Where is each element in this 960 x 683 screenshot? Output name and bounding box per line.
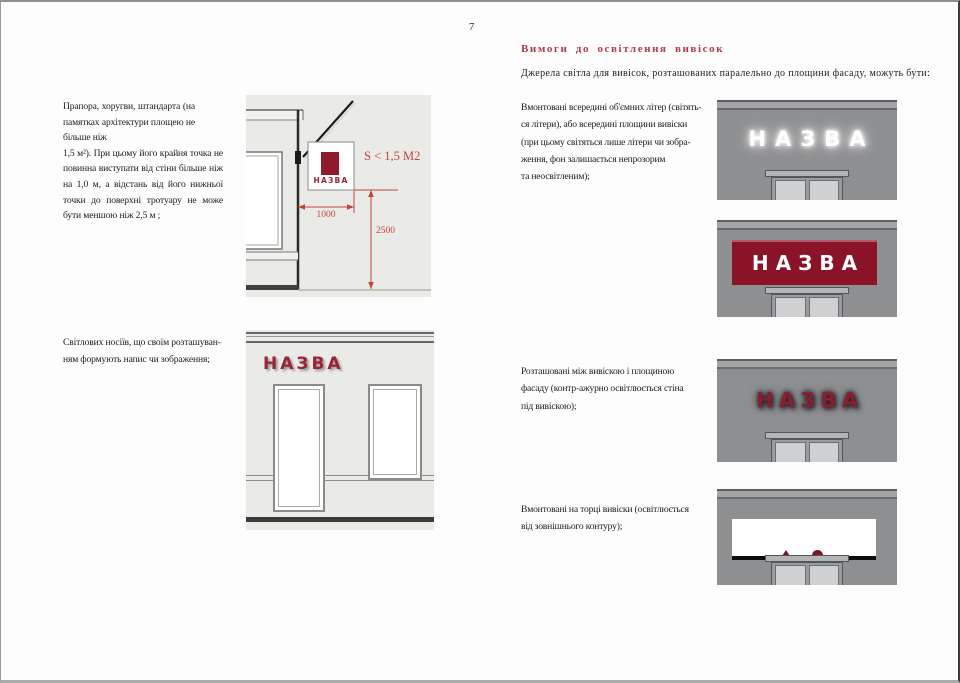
text-line: ся літери), або всередині площини вивіски <box>521 119 688 131</box>
left-text-flag-signs <box>63 99 223 224</box>
intro-sentence: Джерела світла для вивісок, розташованих паралельно до площини фасаду, можуть бути: <box>521 68 931 79</box>
sign-name-label: НАЗВА <box>313 176 349 185</box>
text-line: Вмонтовані на торці вивіски (освітлюється <box>521 504 689 515</box>
edge-lit-sign-panel <box>732 519 876 560</box>
door-panel <box>775 297 806 317</box>
text-line: (при цьому світяться лише літери чи зобра- <box>521 136 691 148</box>
text-line: Вмонтовані всередині об'ємних літер (світять- <box>521 102 702 113</box>
base-strip <box>246 517 434 522</box>
door-panel <box>809 297 840 317</box>
illustration-sign-board <box>717 220 897 317</box>
cornice-line <box>246 336 434 337</box>
text-line: Світлових носіїв, що своїм розташуван- <box>63 337 221 348</box>
door-leaf <box>771 439 843 462</box>
text-line: ням формують напис чи зображення; <box>63 354 210 365</box>
width-dimension-label: 1000 <box>316 210 336 220</box>
door-leaf <box>771 177 843 200</box>
door-lintel <box>765 170 849 177</box>
door-panel <box>775 442 806 462</box>
text-line: від зовнішнього контуру); <box>521 521 623 533</box>
cornice <box>717 359 897 369</box>
cornice <box>717 100 897 110</box>
paragraph: Прапора, хоругви, штандарта (на памятках архітектури площею не більше ніж <box>63 101 195 144</box>
item-text-backlit <box>521 363 683 415</box>
door <box>765 287 849 317</box>
door-lintel <box>765 432 849 439</box>
door <box>765 432 849 462</box>
page-number: 7 <box>469 22 475 33</box>
door-panel <box>278 389 320 507</box>
door-panel <box>775 180 806 200</box>
cornice <box>717 489 897 499</box>
door <box>273 384 325 512</box>
sign-name-label: НАЗВА <box>748 127 875 151</box>
door-panel <box>809 565 840 585</box>
window <box>368 384 422 480</box>
door-panel <box>775 565 806 585</box>
illustration-lit-letters <box>717 100 897 200</box>
left-text-light-carriers <box>63 334 221 368</box>
item-text-volumetric-letters <box>521 99 701 185</box>
door-lintel <box>765 555 849 562</box>
text-line: під вивіскою); <box>521 400 577 412</box>
text-line: ження, фон залишається непрозорим <box>521 153 666 165</box>
text-line: та неосвітленим); <box>521 171 590 183</box>
illustration-edge-lit-sign <box>717 489 897 585</box>
text-line: Розташовані між вивіскою і площиною <box>521 366 675 377</box>
door-leaf <box>771 294 843 317</box>
paragraph: 1,5 м²). При цьому його крайня точка не повинна виступати від стіни більше ніж на 1,0 м, а відстань від його нижньої точки до поверхні тротуару не може бути меншою ніж 2,5 м ; <box>63 147 223 222</box>
cornice-line <box>246 332 434 334</box>
facade-lettering-drawing <box>246 330 434 530</box>
sign-area-limit-label: S < 1,5 М2 <box>364 149 421 163</box>
flag-sign-dimension-drawing <box>246 95 431 297</box>
item-text-edge-lit <box>521 501 689 536</box>
sign-name-label: НАЗВА <box>263 354 344 374</box>
sign-name-label: НАЗВА <box>756 388 864 412</box>
window-pane <box>373 389 417 475</box>
door-panel <box>809 442 840 462</box>
sign-name-label: НАЗВА <box>732 240 877 285</box>
door <box>765 555 849 585</box>
illustration-backlit-letters <box>717 359 897 462</box>
door-leaf <box>771 562 843 585</box>
height-dimension-label: 2500 <box>376 226 395 236</box>
building-corner-linework <box>246 95 431 297</box>
cornice <box>717 220 897 230</box>
door <box>765 170 849 200</box>
text-line: фасаду (контр-ажурно освітлюється стіна <box>521 383 684 395</box>
section-heading: Вимоги до освітлення вивісок <box>521 43 725 55</box>
door-lintel <box>765 287 849 294</box>
door-panel <box>809 180 840 200</box>
cornice-line <box>246 341 434 343</box>
